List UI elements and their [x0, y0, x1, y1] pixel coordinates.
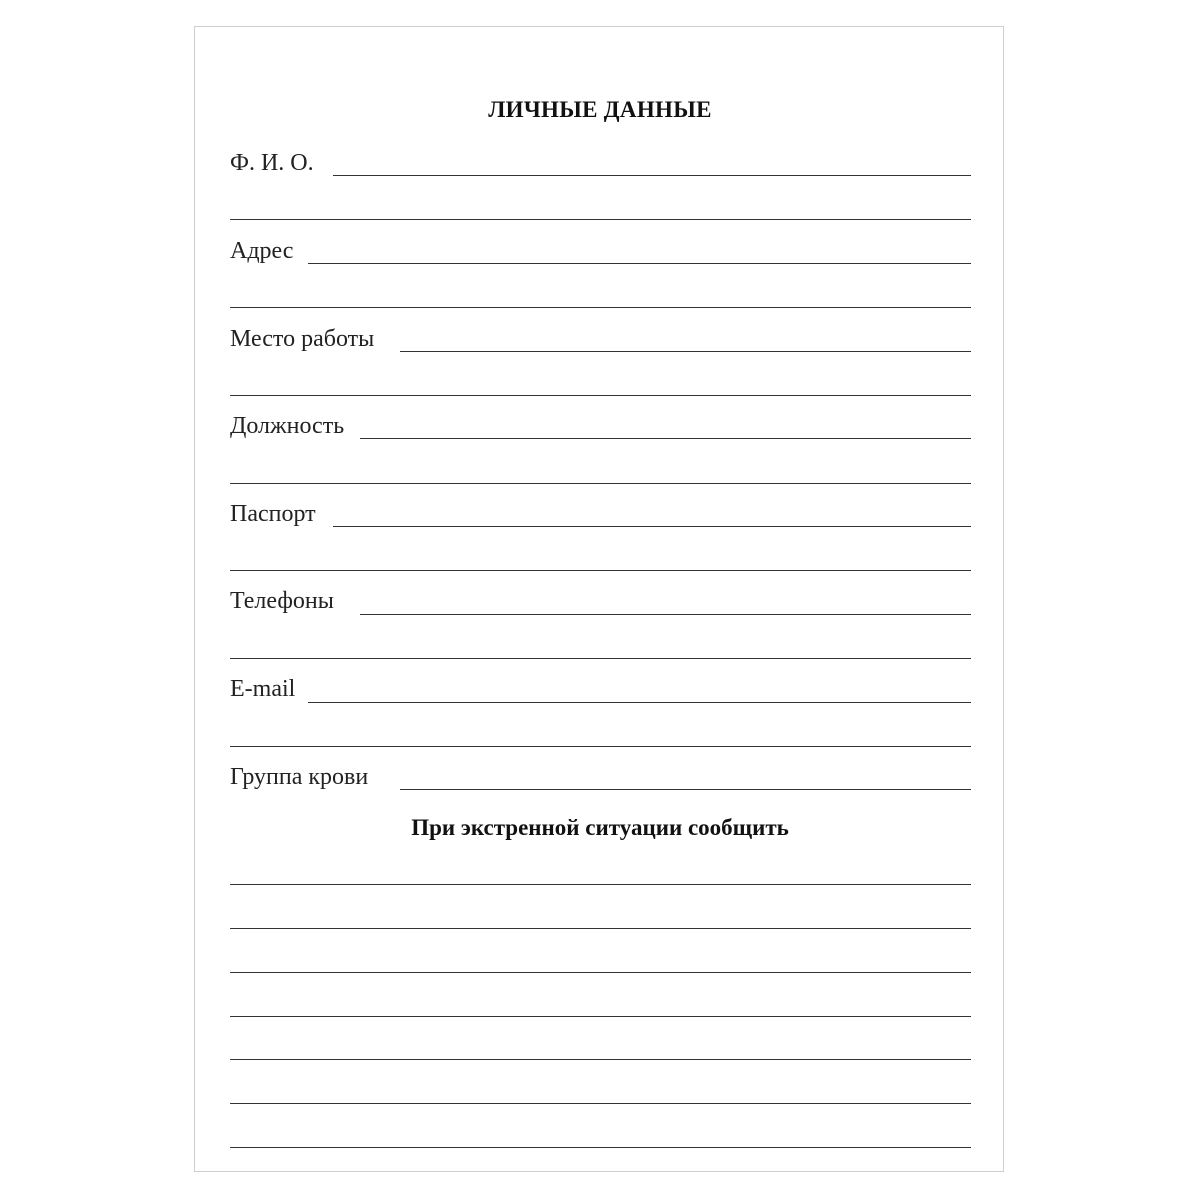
emergency-line[interactable] — [230, 1147, 971, 1148]
input-line-blood-type[interactable] — [400, 789, 971, 790]
label-passport: Паспорт — [230, 501, 316, 527]
emergency-line[interactable] — [230, 1059, 971, 1060]
input-line-position-continued[interactable] — [230, 483, 971, 484]
emergency-heading: При экстренной ситуации сообщить — [411, 815, 789, 840]
input-line-address-continued[interactable] — [230, 307, 971, 308]
form-sheet — [194, 26, 1004, 1172]
input-line-workplace-continued[interactable] — [230, 395, 971, 396]
label-fio: Ф. И. О. — [230, 150, 314, 176]
emergency-line[interactable] — [230, 1016, 971, 1017]
label-blood-type: Группа крови — [230, 764, 369, 790]
emergency-line[interactable] — [230, 1103, 971, 1104]
emergency-line[interactable] — [230, 884, 971, 885]
input-line-position[interactable] — [360, 438, 971, 439]
input-line-address[interactable] — [308, 263, 971, 264]
label-address: Адрес — [230, 238, 294, 264]
emergency-line[interactable] — [230, 972, 971, 973]
label-phones: Телефоны — [230, 588, 334, 614]
input-line-email[interactable] — [308, 702, 971, 703]
input-line-workplace[interactable] — [400, 351, 971, 352]
input-line-fio-continued[interactable] — [230, 219, 971, 220]
input-line-passport[interactable] — [333, 526, 971, 527]
input-line-passport-continued[interactable] — [230, 570, 971, 571]
emergency-line[interactable] — [230, 928, 971, 929]
label-workplace: Место работы — [230, 326, 375, 352]
input-line-phones-continued[interactable] — [230, 658, 971, 659]
label-email: E-mail — [230, 676, 296, 702]
label-position: Должность — [230, 413, 345, 439]
input-line-email-continued[interactable] — [230, 746, 971, 747]
form-title: ЛИЧНЫЕ ДАННЫЕ — [488, 97, 712, 122]
input-line-fio[interactable] — [333, 175, 971, 176]
input-line-phones[interactable] — [360, 614, 971, 615]
